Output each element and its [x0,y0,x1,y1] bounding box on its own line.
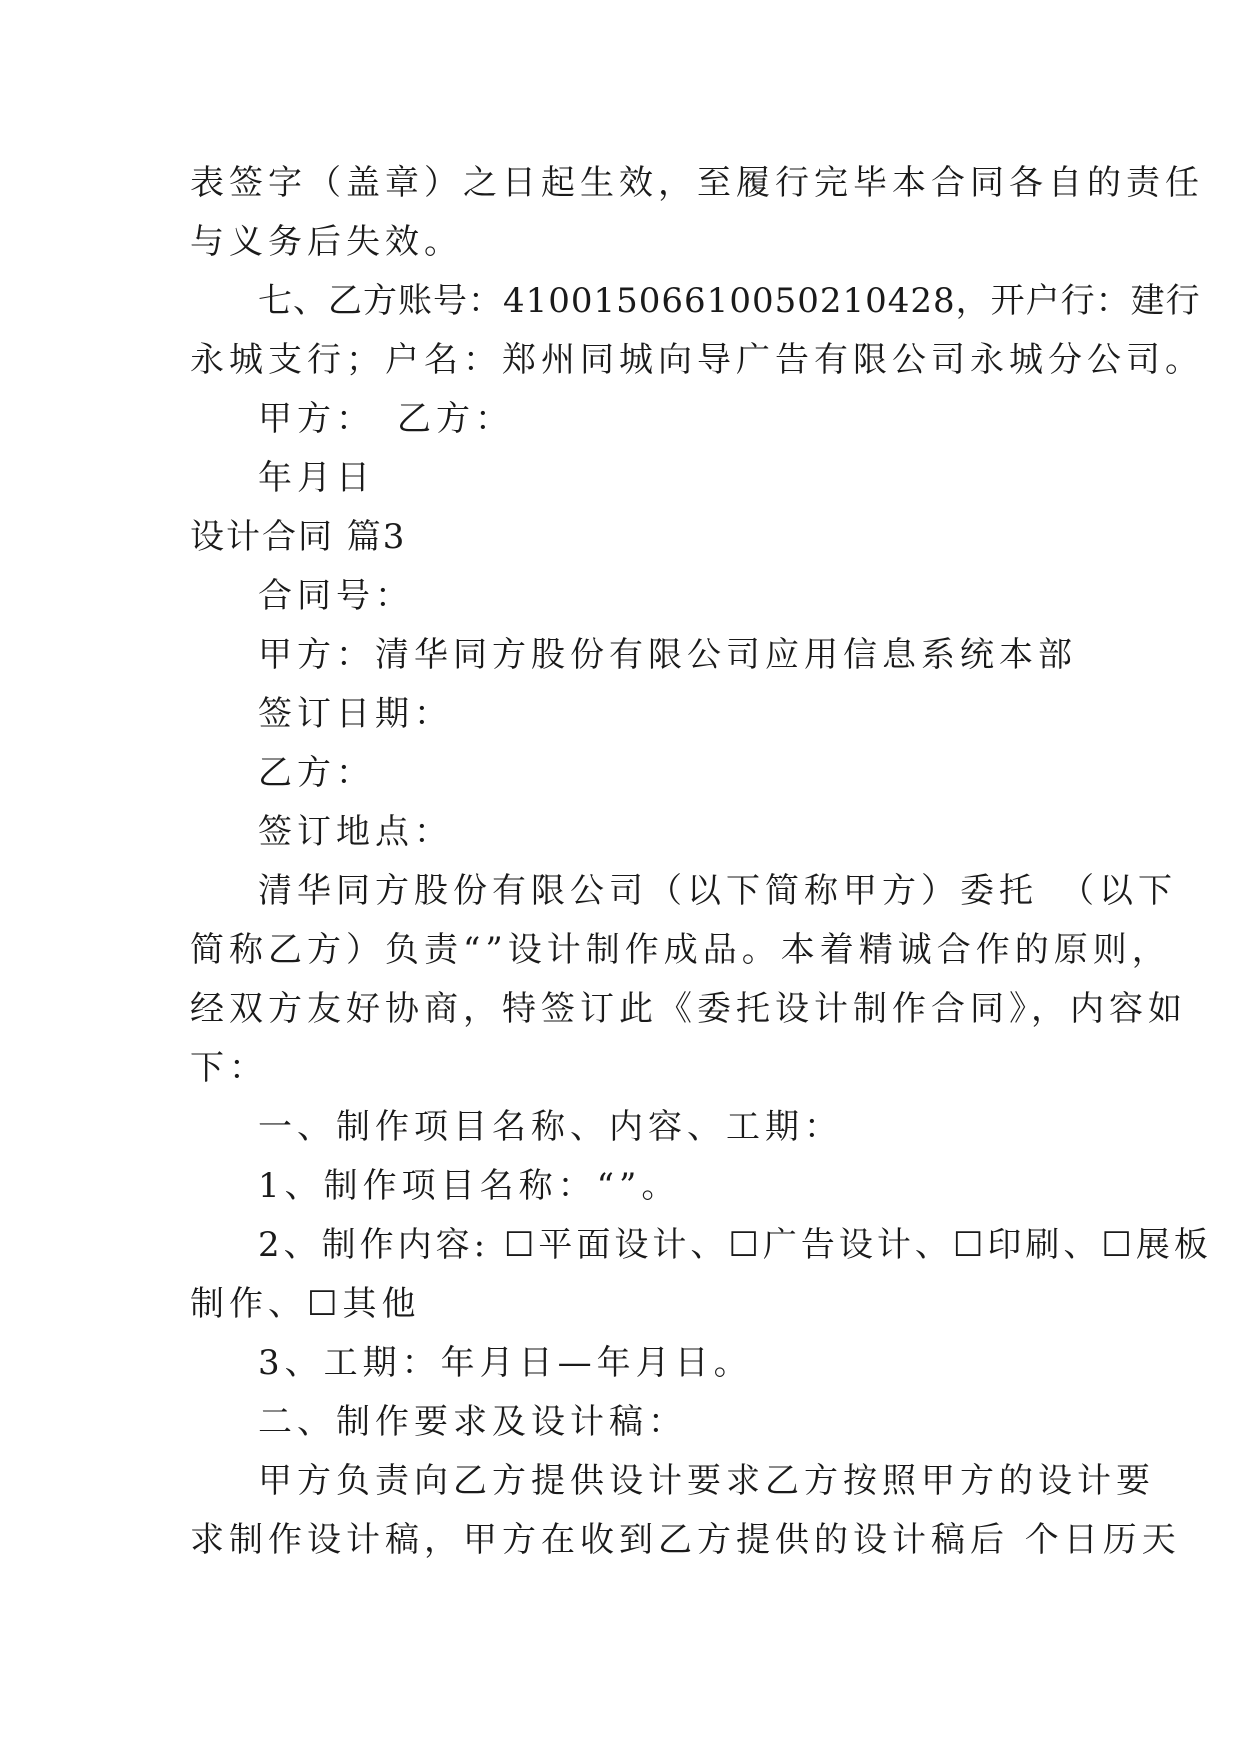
text-line: 表签字（盖章）之日起生效，至履行完毕本合同各自的责任 [190,163,1204,203]
text-line: 制作、☐其他 [190,1284,421,1324]
text-line: 签订地点： [258,812,453,852]
text-line: 二、制作要求及设计稿： [258,1402,687,1442]
text-line: 经双方友好协商，特签订此《委托设计制作合同》，内容如 [190,989,1187,1029]
text-line: 永城支行；户名：郑州同城向导广告有限公司永城分公司。 [190,340,1204,380]
text-line: 年月日 [258,458,375,498]
text-line: 求制作设计稿，甲方在收到乙方提供的设计稿后 个日历天 [190,1520,1181,1560]
text-line: 3、工期：年月日—年月日。 [258,1343,753,1383]
text-line: 一、制作项目名称、内容、工期： [258,1107,843,1147]
text-line: 七、乙方账号：41001506610050210428，开户行：建行 [258,281,1201,321]
text-line: 甲方：清华同方股份有限公司应用信息系统本部 [258,635,1077,675]
text-line: 1、制作项目名称：“”。 [258,1166,681,1206]
text-line: 下： [190,1048,268,1088]
text-line: 简称乙方）负责“”设计制作成品。本着精诚合作的原则， [190,930,1171,970]
text-line: 清华同方股份有限公司（以下简称甲方）委托 （以下 [258,871,1177,911]
text-line: 签订日期： [258,694,453,734]
text-line: 合同号： [258,576,414,616]
section-heading: 设计合同 篇3 [190,517,407,557]
text-line: 甲方： 乙方： [258,399,514,439]
text-line: 乙方： [258,753,375,793]
text-line: 甲方负责向乙方提供设计要求乙方按照甲方的设计要 [258,1461,1155,1501]
text-line: 2、制作内容: ☐平面设计、☐广告设计、☐印刷、☐展板 [258,1225,1212,1265]
text-line: 与义务后失效。 [190,222,463,262]
